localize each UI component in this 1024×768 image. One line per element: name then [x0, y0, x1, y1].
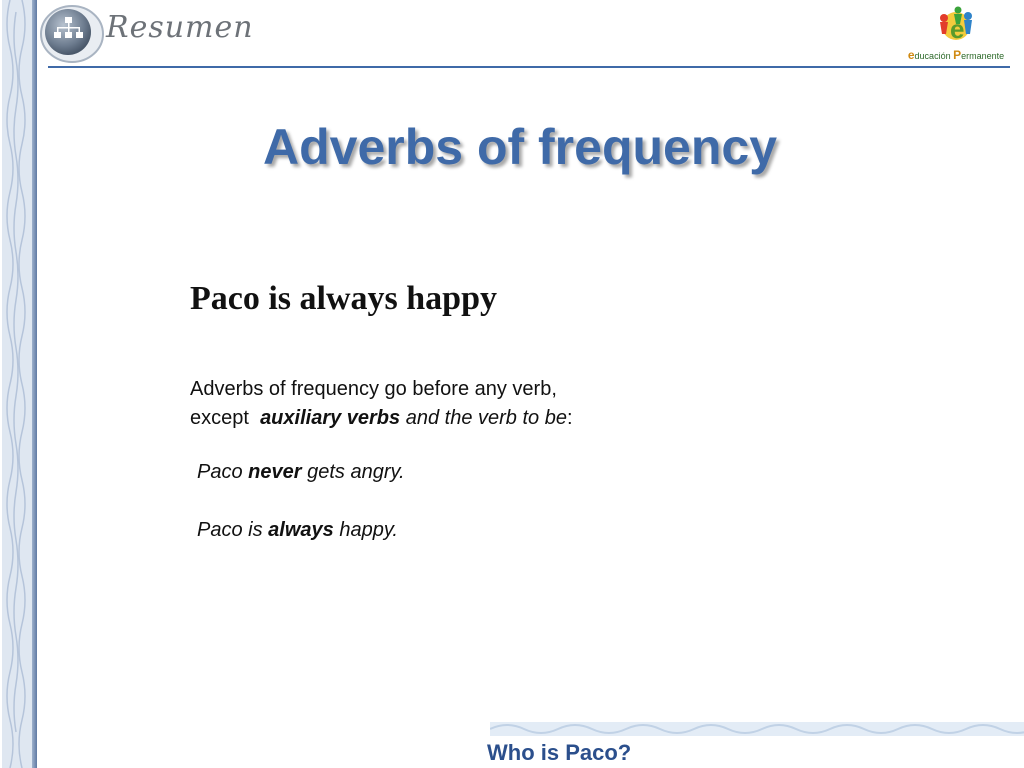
example-sentence-2: Paco is always happy.: [197, 519, 398, 541]
slide-subtitle: Paco is always happy: [190, 280, 497, 317]
people-e-icon: [900, 4, 1012, 48]
footer-wave-decoration: [490, 718, 1024, 740]
brand-e-letter: e: [950, 14, 965, 44]
footer-title: Who is Paco?: [487, 740, 632, 765]
section-title: Resumen: [106, 10, 254, 45]
rule-line-2: except auxiliary verbs and the verb to be:: [190, 407, 573, 429]
border-bar: [32, 0, 37, 768]
wave-pattern: [2, 0, 32, 768]
brand-logo: [900, 4, 1012, 62]
brand-name: educación Permanente: [907, 48, 1005, 62]
header-divider: [48, 66, 1010, 68]
example-sentence-1: Paco never gets angry.: [197, 461, 405, 483]
sitemap-icon: [38, 2, 108, 64]
rule-paragraph: [190, 375, 750, 433]
rule-line-1: Adverbs of frequency go before any verb,: [190, 378, 557, 400]
slide-title: Adverbs of frequency: [262, 119, 777, 175]
left-decorative-border: [0, 0, 40, 768]
